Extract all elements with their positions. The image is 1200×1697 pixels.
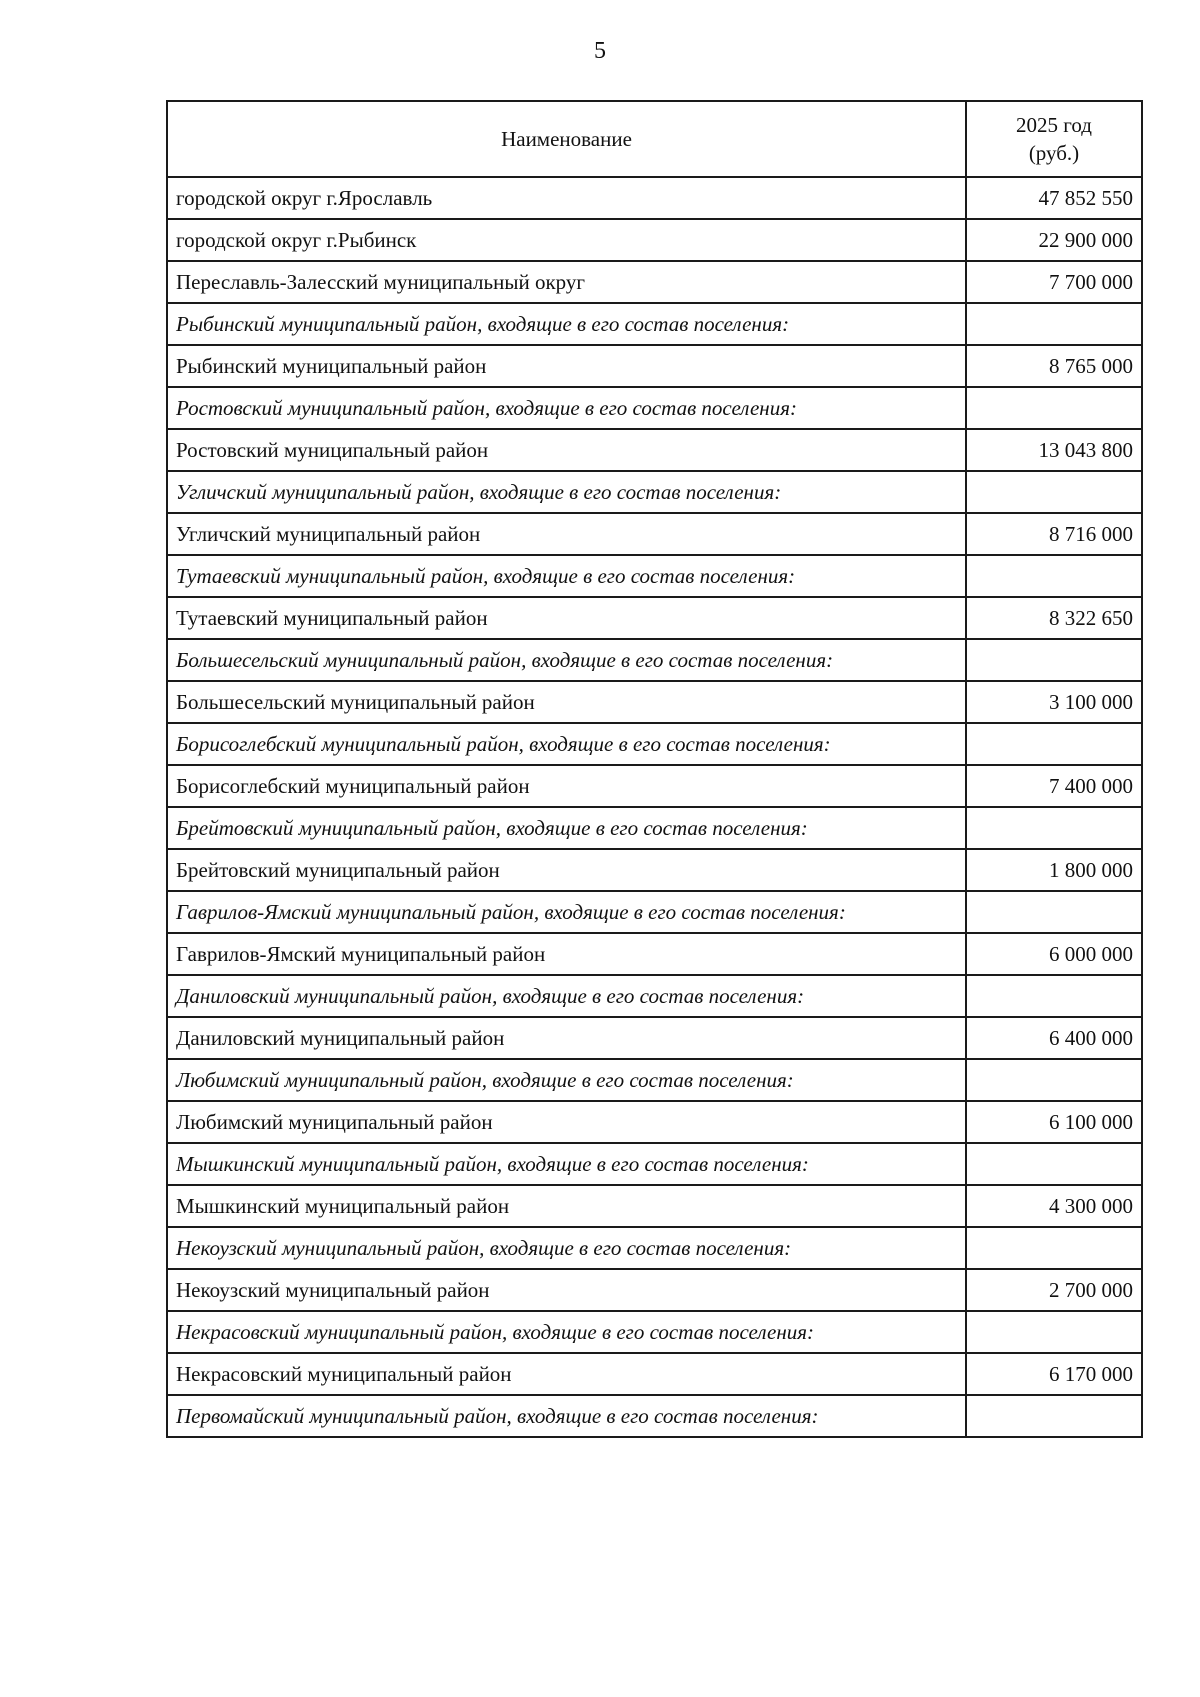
table-row bbox=[167, 681, 1142, 723]
table-row bbox=[167, 261, 1142, 303]
group-heading-cell: Некоузский муниципальный район, входящие в его состав поселения: bbox=[167, 1227, 966, 1269]
table-group-row bbox=[167, 387, 1142, 429]
amount-cell bbox=[966, 555, 1142, 597]
table-row bbox=[167, 765, 1142, 807]
table-group-row bbox=[167, 639, 1142, 681]
amount-cell bbox=[966, 1311, 1142, 1353]
amount-cell: 6 100 000 bbox=[966, 1101, 1142, 1143]
amount-cell bbox=[966, 891, 1142, 933]
municipality-name-cell: Большесельский муниципальный район bbox=[167, 681, 966, 723]
municipality-name-cell: Гаврилов-Ямский муниципальный район bbox=[167, 933, 966, 975]
municipality-name-cell: Мышкинский муниципальный район bbox=[167, 1185, 966, 1227]
amount-cell: 2 700 000 bbox=[966, 1269, 1142, 1311]
amount-cell bbox=[966, 387, 1142, 429]
table-row bbox=[167, 345, 1142, 387]
amount-cell bbox=[966, 471, 1142, 513]
amount-cell: 47 852 550 bbox=[966, 177, 1142, 219]
amount-cell: 13 043 800 bbox=[966, 429, 1142, 471]
amount-cell: 7 400 000 bbox=[966, 765, 1142, 807]
municipality-name-cell: Рыбинский муниципальный район bbox=[167, 345, 966, 387]
column-header-unit: (руб.) bbox=[1028, 141, 1080, 165]
table-header-row bbox=[167, 101, 1142, 177]
column-header-year: 2025 год bbox=[1016, 113, 1092, 137]
amount-cell bbox=[966, 1227, 1142, 1269]
amount-cell: 6 170 000 bbox=[966, 1353, 1142, 1395]
table-row bbox=[167, 1017, 1142, 1059]
municipality-name-cell: Ростовский муниципальный район bbox=[167, 429, 966, 471]
table-group-row bbox=[167, 891, 1142, 933]
amount-cell: 8 322 650 bbox=[966, 597, 1142, 639]
group-heading-cell: Ростовский муниципальный район, входящие в его состав поселения: bbox=[167, 387, 966, 429]
amount-cell: 1 800 000 bbox=[966, 849, 1142, 891]
group-heading-cell: Гаврилов-Ямский муниципальный район, входящие в его состав поселения: bbox=[167, 891, 966, 933]
group-heading-cell: Мышкинский муниципальный район, входящие в его состав поселения: bbox=[167, 1143, 966, 1185]
table-row bbox=[167, 849, 1142, 891]
table-row bbox=[167, 429, 1142, 471]
table-group-row bbox=[167, 975, 1142, 1017]
group-heading-cell: Любимский муниципальный район, входящие в его состав поселения: bbox=[167, 1059, 966, 1101]
municipality-name-cell: Угличский муниципальный район bbox=[167, 513, 966, 555]
amount-cell: 22 900 000 bbox=[966, 219, 1142, 261]
amount-cell bbox=[966, 1059, 1142, 1101]
amount-cell bbox=[966, 639, 1142, 681]
group-heading-cell: Брейтовский муниципальный район, входящие в его состав поселения: bbox=[167, 807, 966, 849]
table-group-row bbox=[167, 807, 1142, 849]
municipality-name-cell: Брейтовский муниципальный район bbox=[167, 849, 966, 891]
group-heading-cell: Большесельский муниципальный район, входящие в его состав поселения: bbox=[167, 639, 966, 681]
table-group-row bbox=[167, 1311, 1142, 1353]
amount-cell bbox=[966, 975, 1142, 1017]
table-group-row bbox=[167, 1395, 1142, 1437]
municipality-name-cell: городской округ г.Ярославль bbox=[167, 177, 966, 219]
group-heading-cell: Борисоглебский муниципальный район, входящие в его состав поселения: bbox=[167, 723, 966, 765]
table-group-row bbox=[167, 1227, 1142, 1269]
group-heading-cell: Некрасовский муниципальный район, входящие в его состав поселения: bbox=[167, 1311, 966, 1353]
amount-cell: 7 700 000 bbox=[966, 261, 1142, 303]
table-row bbox=[167, 219, 1142, 261]
table-group-row bbox=[167, 1059, 1142, 1101]
group-heading-cell: Первомайский муниципальный район, входящие в его состав поселения: bbox=[167, 1395, 966, 1437]
amount-cell: 6 400 000 bbox=[966, 1017, 1142, 1059]
table-row bbox=[167, 513, 1142, 555]
group-heading-cell: Угличский муниципальный район, входящие в его состав поселения: bbox=[167, 471, 966, 513]
table-row bbox=[167, 1269, 1142, 1311]
table-row bbox=[167, 177, 1142, 219]
municipality-name-cell: Некоузский муниципальный район bbox=[167, 1269, 966, 1311]
amount-cell bbox=[966, 1143, 1142, 1185]
table-row bbox=[167, 1185, 1142, 1227]
municipality-name-cell: Некрасовский муниципальный район bbox=[167, 1353, 966, 1395]
group-heading-cell: Рыбинский муниципальный район, входящие в его состав поселения: bbox=[167, 303, 966, 345]
table-row bbox=[167, 597, 1142, 639]
budget-table bbox=[166, 100, 1143, 1438]
amount-cell bbox=[966, 807, 1142, 849]
table-group-row bbox=[167, 1143, 1142, 1185]
amount-cell: 8 765 000 bbox=[966, 345, 1142, 387]
municipality-name-cell: Переславль-Залесский муниципальный округ bbox=[167, 261, 966, 303]
municipality-name-cell: Тутаевский муниципальный район bbox=[167, 597, 966, 639]
amount-cell: 4 300 000 bbox=[966, 1185, 1142, 1227]
page-number: 5 bbox=[594, 38, 606, 64]
municipality-name-cell: Борисоглебский муниципальный район bbox=[167, 765, 966, 807]
table-group-row bbox=[167, 723, 1142, 765]
column-header-name: Наименование bbox=[167, 101, 966, 177]
amount-cell: 8 716 000 bbox=[966, 513, 1142, 555]
table-body bbox=[167, 177, 1142, 1437]
group-heading-cell: Даниловский муниципальный район, входящие в его состав поселения: bbox=[167, 975, 966, 1017]
municipality-name-cell: Даниловский муниципальный район bbox=[167, 1017, 966, 1059]
column-header-value bbox=[966, 101, 1142, 177]
table-group-row bbox=[167, 303, 1142, 345]
table-row bbox=[167, 1353, 1142, 1395]
group-heading-cell: Тутаевский муниципальный район, входящие в его состав поселения: bbox=[167, 555, 966, 597]
amount-cell bbox=[966, 1395, 1142, 1437]
table-group-row bbox=[167, 471, 1142, 513]
table-row bbox=[167, 933, 1142, 975]
amount-cell bbox=[966, 723, 1142, 765]
amount-cell: 3 100 000 bbox=[966, 681, 1142, 723]
amount-cell bbox=[966, 303, 1142, 345]
amount-cell: 6 000 000 bbox=[966, 933, 1142, 975]
municipality-name-cell: городской округ г.Рыбинск bbox=[167, 219, 966, 261]
table-group-row bbox=[167, 555, 1142, 597]
table-row bbox=[167, 1101, 1142, 1143]
municipality-name-cell: Любимский муниципальный район bbox=[167, 1101, 966, 1143]
